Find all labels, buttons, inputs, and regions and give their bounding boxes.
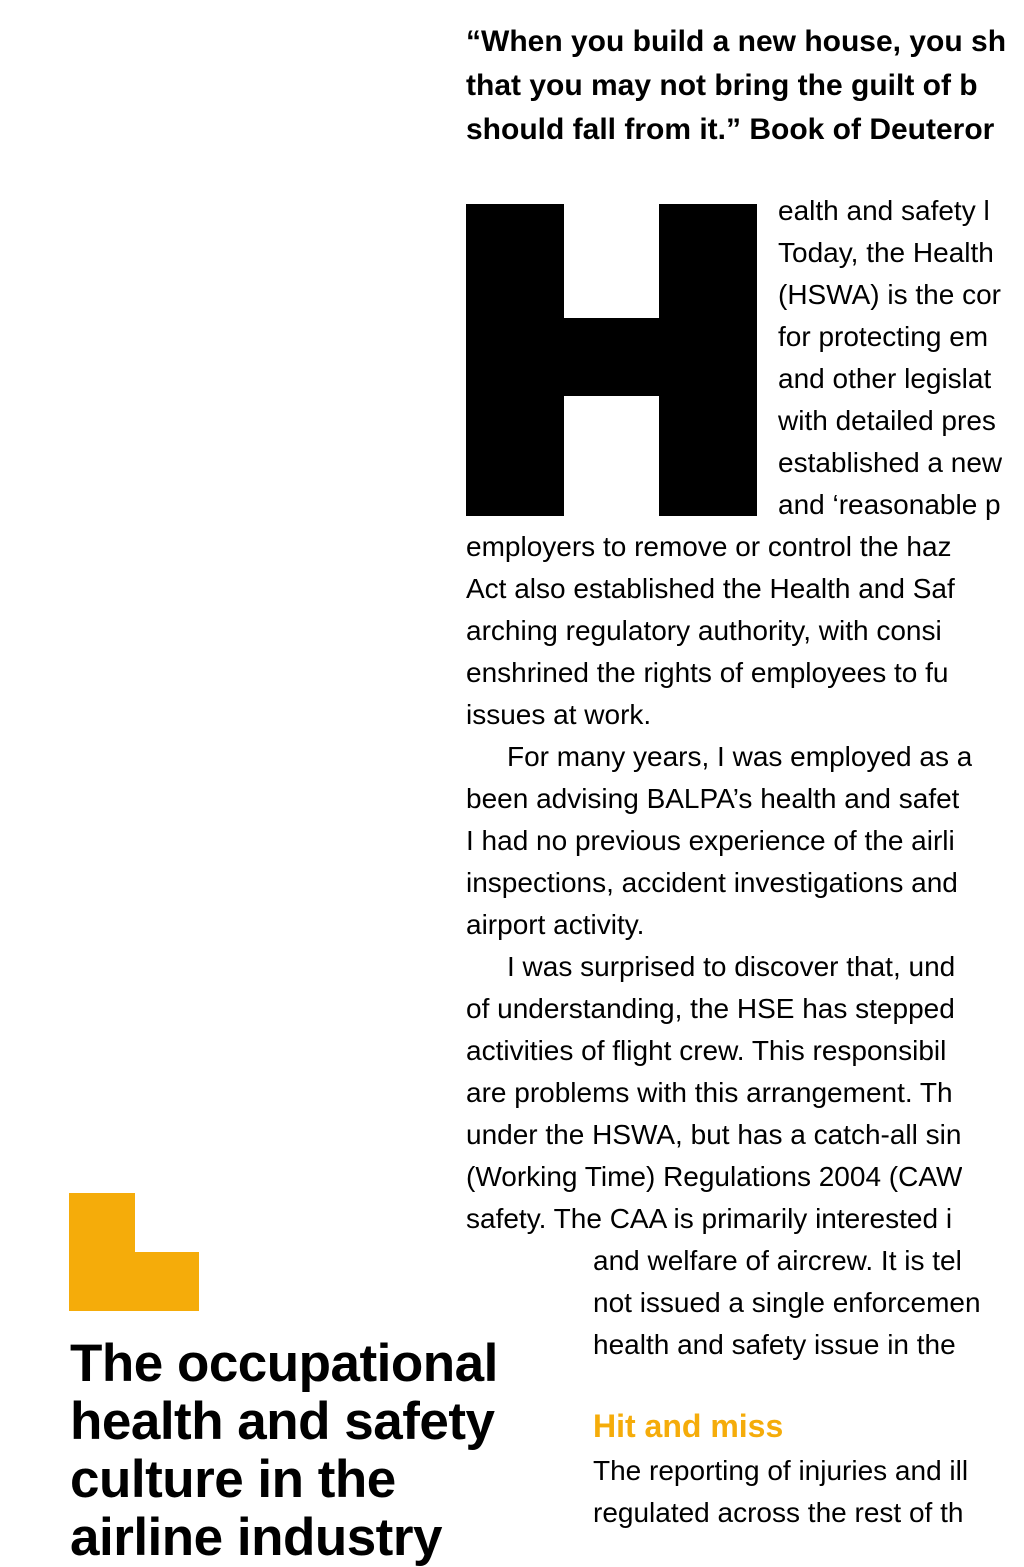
body-line: arching regulatory authority, with consi — [466, 615, 942, 646]
body-line: of understanding, the HSE has stepped — [466, 993, 955, 1024]
body-line: airport activity. — [466, 909, 645, 940]
body-line: health and safety issue in the — [593, 1329, 956, 1360]
pull-quote-line: that you may not bring the guilt of b — [466, 69, 978, 102]
body-line: activities of flight crew. This responsibil — [466, 1035, 947, 1066]
body-line: enshrined the rights of employees to fu — [466, 657, 949, 688]
body-line: been advising BALPA’s health and safet — [466, 783, 960, 814]
body-line: employers to remove or control the haz — [466, 531, 952, 562]
body-line: regulated across the rest of th — [593, 1497, 964, 1528]
body-line: established a new — [778, 447, 1003, 478]
body-line: for protecting em — [778, 321, 989, 352]
section-subheading: Hit and miss — [593, 1408, 784, 1444]
body-line: under the HSWA, but has a catch-all sin — [466, 1119, 962, 1150]
article-title-line: The occupational — [70, 1334, 498, 1393]
body-line: and welfare of aircrew. It is tel — [593, 1245, 962, 1276]
body-line: with detailed pres — [778, 405, 996, 436]
l-shape-icon — [69, 1193, 199, 1316]
pull-quote-line: “When you build a new house, you sh — [466, 25, 1007, 58]
body-line: (Working Time) Regulations 2004 (CAW — [466, 1161, 963, 1192]
body-line: Today, the Health — [778, 237, 994, 268]
body-line: and other legislat — [778, 363, 992, 394]
drop-cap-right-stem — [659, 204, 757, 516]
body-line: I had no previous experience of the airli — [466, 825, 955, 856]
body-line: and ‘reasonable p — [778, 489, 1001, 520]
body-line: issues at work. — [466, 699, 652, 730]
body-line: (HSWA) is the cor — [778, 279, 1001, 310]
drop-cap — [466, 204, 757, 516]
body-line: are problems with this arrangement. Th — [466, 1077, 953, 1108]
body-line: I was surprised to discover that, und — [507, 951, 956, 982]
body-line: not issued a single enforcemen — [593, 1287, 981, 1318]
body-line: inspections, accident investigations and — [466, 867, 958, 898]
drop-cap-left-stem — [466, 204, 564, 516]
article-title-line: health and safety — [70, 1392, 495, 1451]
drop-cap-crossbar — [564, 318, 659, 396]
body-line: safety. The CAA is primarily interested i — [466, 1203, 953, 1234]
l-shape-path — [69, 1193, 199, 1311]
body-line: Act also established the Health and Saf — [466, 573, 955, 604]
article-title-line: culture in the — [70, 1450, 396, 1509]
pull-quote-line: should fall from it.” Book of Deuteror — [466, 113, 995, 146]
body-line: The reporting of injuries and ill — [593, 1455, 969, 1486]
article-title-line: airline industry — [70, 1508, 442, 1567]
body-line: ealth and safety l — [778, 195, 990, 226]
body-line: For many years, I was employed as a — [507, 741, 973, 772]
